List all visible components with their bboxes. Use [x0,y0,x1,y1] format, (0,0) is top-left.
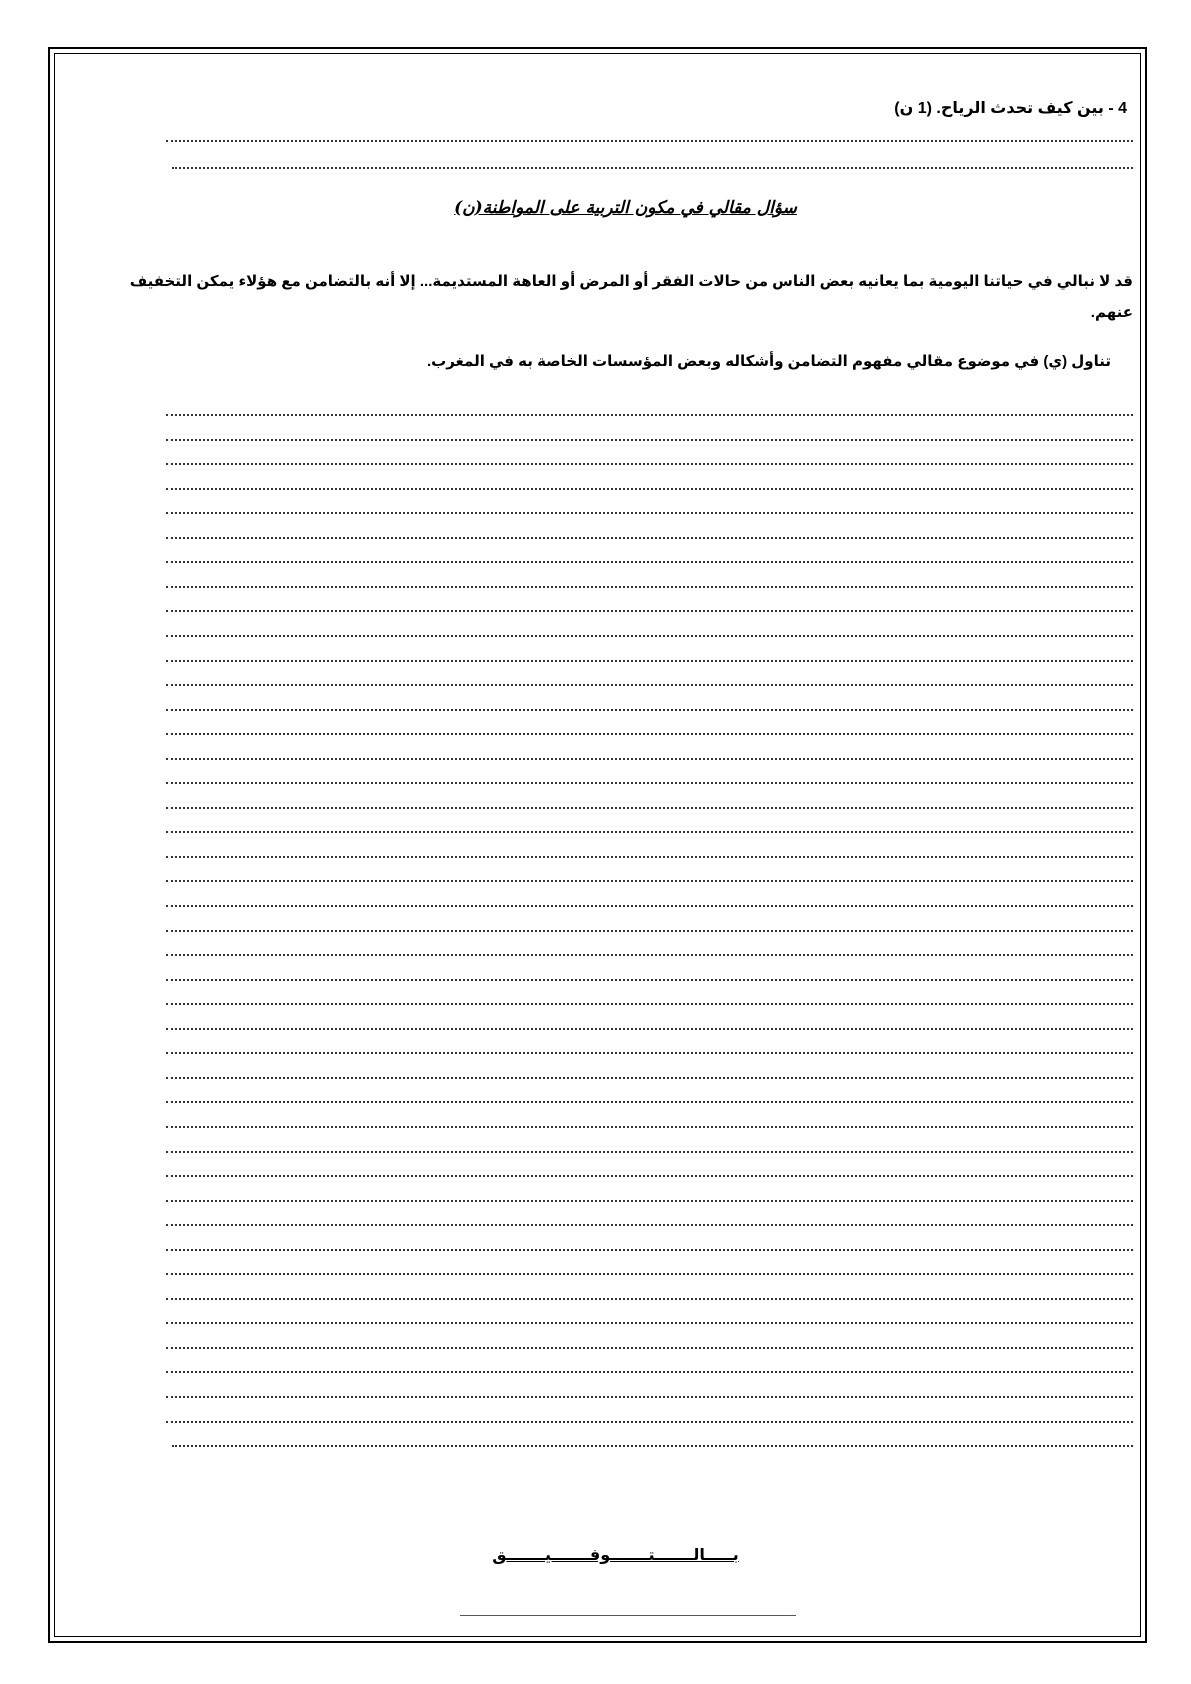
essay-answer-line[interactable] [166,463,1133,465]
essay-answer-line[interactable] [166,1028,1133,1030]
essay-answer-line[interactable] [166,1298,1133,1300]
essay-answer-line[interactable] [166,1077,1133,1079]
essay-answer-line[interactable] [166,610,1133,612]
essay-answer-line[interactable] [166,930,1133,932]
essay-answer-line[interactable] [166,1249,1133,1251]
intro-paragraph-line-1: قد لا نبالي في حياتنا اليومية بما يعانيه بعض الناس من حالات الفقر أو المرض أو العاهة المستديمة... إلا أنه بالتضامن مع هؤلاء يمكن التخفيف [129,273,1133,290]
essay-answer-line[interactable] [166,979,1133,981]
essay-answer-line[interactable] [166,905,1133,907]
essay-answer-line[interactable] [166,488,1133,490]
essay-answer-line[interactable] [166,1003,1133,1005]
essay-answer-line[interactable] [166,439,1133,441]
essay-answer-line[interactable] [166,1273,1133,1275]
essay-answer-line[interactable] [166,758,1133,760]
essay-answer-line[interactable] [166,1151,1133,1153]
essay-answer-line[interactable] [166,954,1133,956]
essay-answer-line[interactable] [166,1322,1133,1324]
essay-answer-line[interactable] [166,1347,1133,1349]
essay-answer-line[interactable] [166,512,1133,514]
essay-answer-line[interactable] [166,880,1133,882]
page-border-inner [54,53,1141,1637]
essay-answer-line[interactable] [166,561,1133,563]
essay-answer-line[interactable] [166,782,1133,784]
essay-answer-line[interactable] [166,1371,1133,1373]
essay-answer-line[interactable] [166,537,1133,539]
essay-answer-line[interactable] [166,414,1133,416]
essay-answer-line[interactable] [166,1200,1133,1202]
essay-answer-line[interactable] [166,684,1133,686]
essay-answer-line[interactable] [166,709,1133,711]
essay-answer-line[interactable] [166,1126,1133,1128]
essay-answer-line[interactable] [166,1396,1133,1398]
essay-answer-line[interactable] [166,831,1133,833]
essay-answer-line[interactable] [166,660,1133,662]
essay-answer-line[interactable] [166,807,1133,809]
good-luck-footer: بـــــالـــــــتـــــــوفـــــــيـــــــق [492,1547,739,1564]
essay-answer-line[interactable] [166,856,1133,858]
essay-answer-line[interactable] [166,733,1133,735]
essay-answer-line[interactable] [166,635,1133,637]
essay-answer-line[interactable] [166,1224,1133,1226]
answer-line-q4-2[interactable] [172,167,1133,169]
link-underline [460,1615,796,1616]
section-title: سؤال مقالي في مكون التربية على المواطنة(ن) [454,198,797,218]
intro-paragraph-line-2: عنهم. [1090,304,1133,321]
question-4: 4 - بين كيف تحدث الرياح. (1 ن) [894,100,1127,117]
answer-line-q4-1[interactable] [166,140,1133,142]
essay-answer-line[interactable] [166,1175,1133,1177]
essay-task: تناول (ي) في موضوع مقالي مفهوم التضامن وأشكاله وبعض المؤسسات الخاصة به في المغرب. [426,353,1111,370]
essay-answer-line[interactable] [166,1101,1133,1103]
essay-answer-line[interactable] [166,1421,1133,1423]
essay-answer-line[interactable] [172,1445,1133,1447]
essay-answer-line[interactable] [166,1052,1133,1054]
essay-answer-line[interactable] [166,586,1133,588]
